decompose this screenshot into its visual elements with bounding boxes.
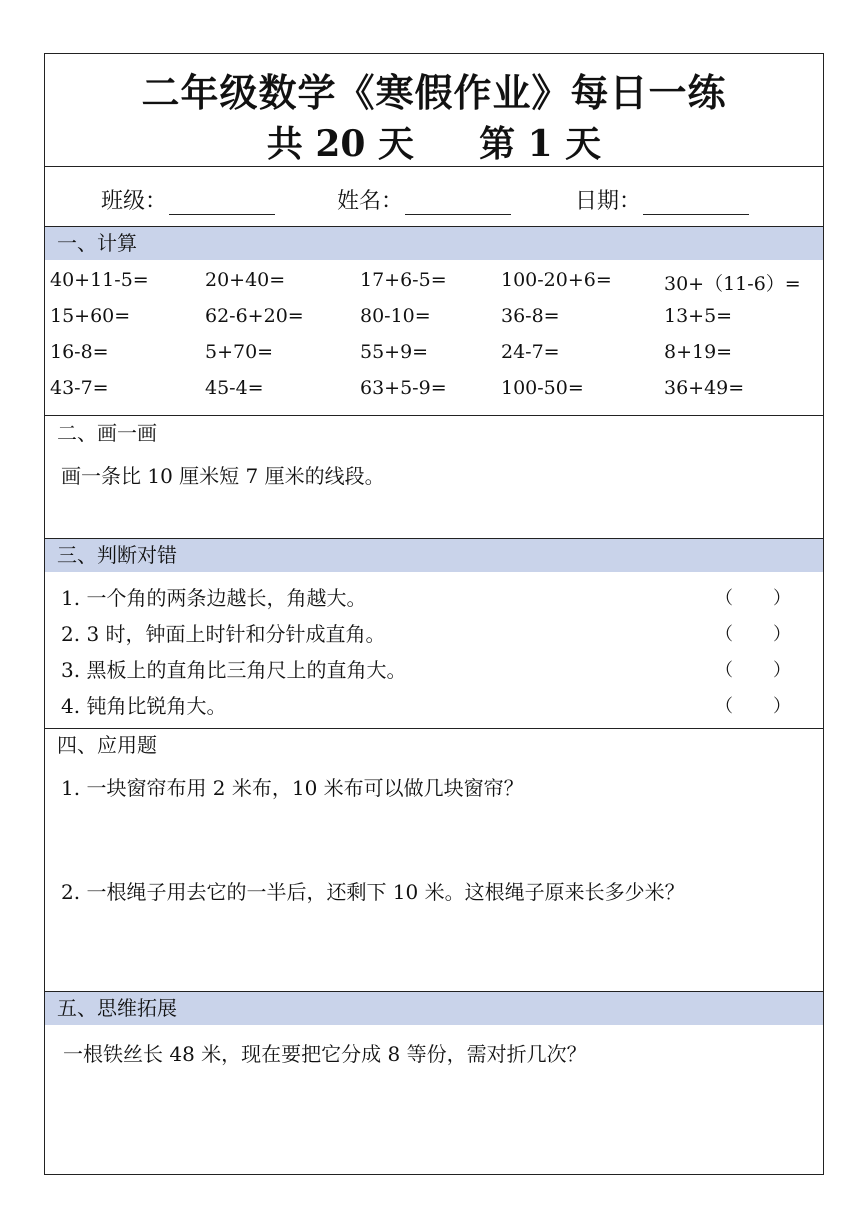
calc-problem: 100-20+6= <box>501 269 612 291</box>
judge-answer-2[interactable]: （ ） <box>715 624 792 645</box>
name-blank[interactable] <box>405 192 511 215</box>
calc-problem: 13+5= <box>664 305 733 327</box>
judge-answer-1[interactable]: （ ） <box>715 588 792 609</box>
page-title: 二年级数学《寒假作业》每日一练 <box>141 70 727 115</box>
calc-problem: 24-7= <box>501 341 560 363</box>
judge-answer-4[interactable]: （ ） <box>715 696 792 717</box>
calc-problem: 30+（11-6）= <box>664 273 801 295</box>
judge-item-1: 1. 一个角的两条边越长，角越大。 <box>61 586 367 610</box>
section-apply-heading: 四、应用题 <box>57 733 157 757</box>
section-think-heading: 五、思维拓展 <box>45 992 823 1025</box>
student-info-row <box>45 166 823 227</box>
apply-question-2: 2. 一根绳子用去它的一半后，还剩下 10 米。这根绳子原来长多少米？ <box>61 880 685 904</box>
name-label: 姓名： <box>337 189 404 214</box>
class-field <box>101 184 275 215</box>
date-field <box>575 184 749 215</box>
calc-problem: 15+60= <box>50 305 131 327</box>
calc-problem: 55+9= <box>360 341 429 363</box>
calc-problem: 36-8= <box>501 305 560 327</box>
calc-problem: 100-50= <box>501 377 584 399</box>
calc-problem: 17+6-5= <box>360 269 447 291</box>
calc-problem: 62-6+20= <box>205 305 304 327</box>
divider <box>45 415 823 416</box>
calc-problem: 16-8= <box>50 341 109 363</box>
section-calc-heading: 一、计算 <box>45 227 823 260</box>
date-label: 日期： <box>575 189 642 214</box>
apply-question-1: 1. 一块窗帘布用 2 米布，10 米布可以做几块窗帘？ <box>61 776 524 800</box>
calc-problem: 43-7= <box>50 377 109 399</box>
class-label: 班级： <box>101 189 168 214</box>
judge-answer-3[interactable]: （ ） <box>715 660 792 681</box>
section-judge-heading: 三、判断对错 <box>45 539 823 572</box>
calc-problem: 63+5-9= <box>360 377 447 399</box>
calc-problem: 80-10= <box>360 305 431 327</box>
calc-problem: 45-4= <box>205 377 264 399</box>
date-blank[interactable] <box>643 192 749 215</box>
worksheet <box>44 53 824 1175</box>
calc-problem: 40+11-5= <box>50 269 149 291</box>
page-subtitle <box>45 116 823 167</box>
judge-item-3: 3. 黑板上的直角比三角尺上的直角大。 <box>61 658 407 682</box>
judge-item-2: 2. 3 时，钟面上时针和分针成直角。 <box>61 622 386 646</box>
class-blank[interactable] <box>169 192 275 215</box>
name-field <box>337 184 511 215</box>
calc-problem: 8+19= <box>664 341 733 363</box>
judge-item-4: 4. 钝角比锐角大。 <box>61 694 227 718</box>
title-box <box>45 54 823 167</box>
current-day: 第 1 天 <box>479 123 602 165</box>
think-question: 一根铁丝长 48 米，现在要把它分成 8 等份，需对折几次？ <box>63 1042 587 1066</box>
section-draw-heading: 二、画一画 <box>57 421 157 445</box>
calc-problem: 20+40= <box>205 269 286 291</box>
calc-problem: 36+49= <box>664 377 745 399</box>
draw-question: 画一条比 10 厘米短 7 厘米的线段。 <box>61 464 385 488</box>
total-days: 共 20 天 <box>266 123 414 165</box>
calc-problem: 5+70= <box>205 341 274 363</box>
